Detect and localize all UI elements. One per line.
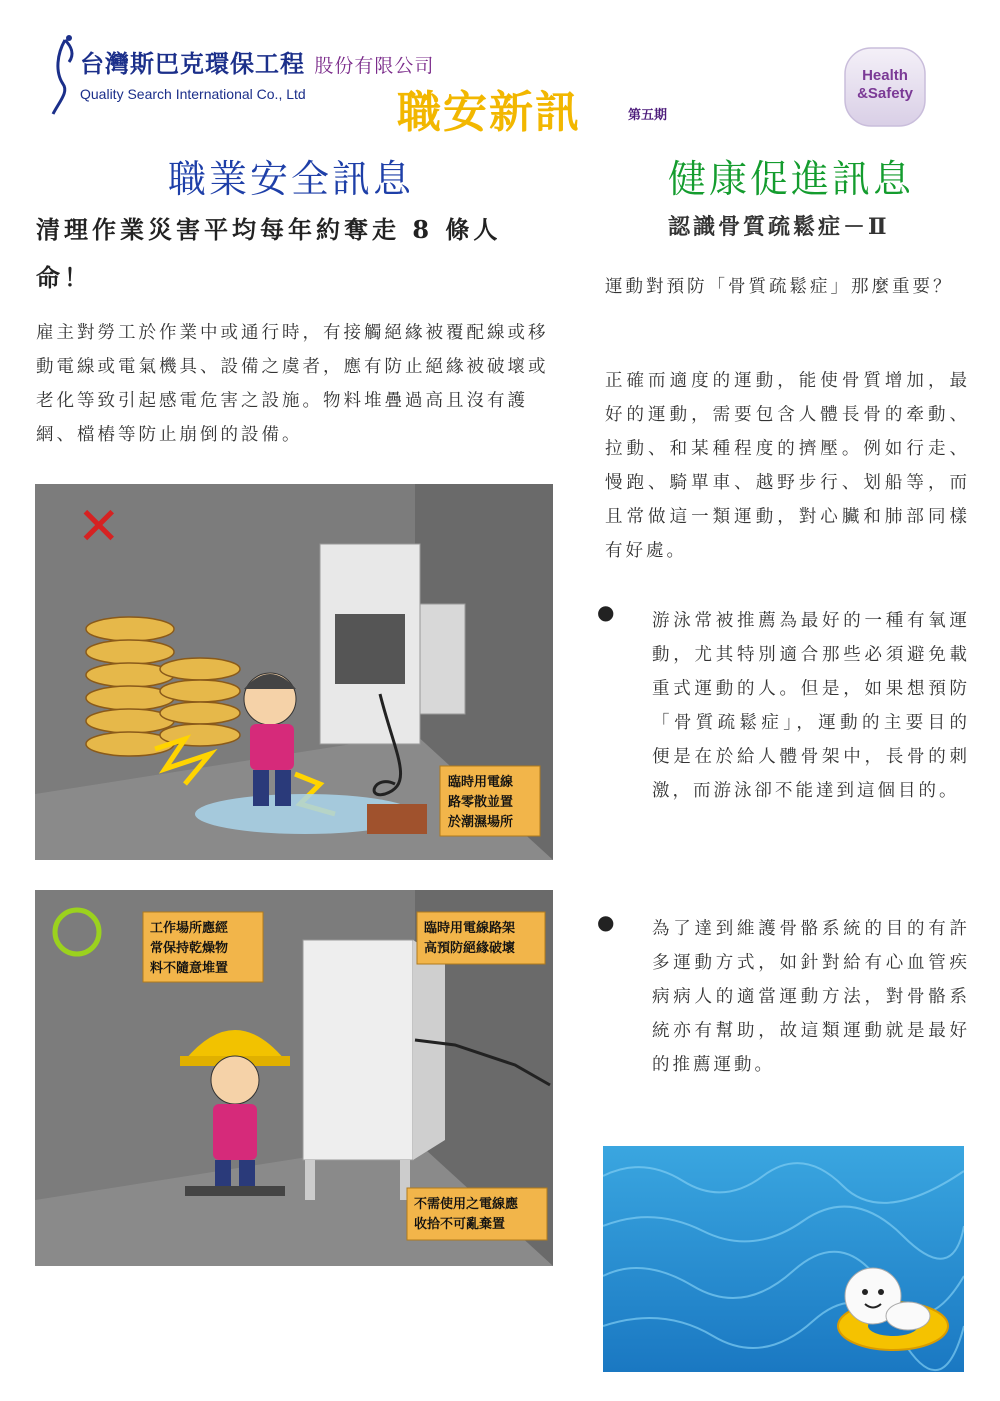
label-line: 不需使用之電線應: [414, 1197, 519, 1212]
newsletter-title: 職安新訊: [397, 87, 581, 138]
issue-number: 第五期: [628, 108, 668, 123]
bullet-icon: ●: [597, 600, 615, 624]
wrong-mark-icon: ✕: [77, 497, 121, 557]
label-line: 常保持乾燥物: [150, 941, 229, 956]
list-item: 游泳常被推薦為最好的一種有氧運動，尤其特別適合那些必須避免載重式運動的人。但是，如果想預防「骨質疏鬆症」，運動的主要目的便是在於給人體骨架中，長骨的刺激，而游泳卻不能達到這個目的。: [652, 611, 970, 801]
unsafe-wiring-label: [440, 766, 540, 836]
company-name-cn: 台灣斯巴克環保工程 股份有限公司: [80, 50, 435, 78]
occupational-safety-section-title: 職業安全訊息: [168, 157, 415, 201]
label-line: 高預防絕緣破壞: [424, 941, 516, 956]
unsafe-practice-illustration: [35, 484, 553, 860]
safety-body-text: 雇主對勞工於作業中或通行時，有接觸絕緣被覆配線或移動電線或電氣機具、設備之虞者，應有防止絕緣被破壞或老化等致引起感電危害之設施。物料堆疊過高且沒有護網、檔樁等防止崩倒的設備。: [36, 323, 549, 445]
store-cables-label: [407, 1188, 547, 1240]
safety-headline: 清理作業災害平均每年約奪走 8 條人命！: [36, 215, 502, 292]
label-line: 收拾不可亂棄置: [414, 1217, 506, 1232]
label-line: 於潮濕場所: [448, 815, 514, 830]
osteoporosis-headline: 認識骨質疏鬆症－Ⅱ: [668, 214, 890, 240]
dry-workplace-label: [143, 912, 263, 982]
badge-line2: &Safety: [857, 85, 913, 102]
label-line: 料不隨意堆置: [150, 961, 229, 976]
safe-practice-illustration: [35, 890, 553, 1266]
badge-line1: Health: [862, 67, 908, 84]
list-item: 為了達到維護骨骼系統的目的有許多運動方式，如針對給有心血管疾病病人的適當運動方法，對骨骼系統亦有幫助，故這類運動就是最好的推薦運動。: [652, 919, 970, 1075]
label-line: 工作場所應經: [150, 921, 229, 936]
exercise-question: 運動對預防「骨質疏鬆症」那麼重要？: [605, 277, 954, 297]
health-safety-badge-icon: [843, 46, 927, 128]
swimming-cat-illustration: [603, 1146, 964, 1372]
elevated-wiring-label: [417, 912, 545, 964]
bullet-icon: ●: [597, 910, 615, 934]
exercise-paragraph: 正確而適度的運動，能使骨質增加，最好的運動，需要包含人體長骨的牽動、拉動、和某種程度的擠壓。例如行走、慢跑、騎單車、越野步行、划船等，而且常做這一類運動，對心臟和肺部同樣有好處。: [605, 371, 970, 561]
company-name-en: Quality Search International Co., Ltd: [80, 86, 306, 102]
company-name-suffix: 股份有限公司: [314, 55, 435, 77]
label-line: 臨時用電線: [448, 775, 514, 790]
label-line: 路零散並置: [448, 795, 514, 810]
label-line: 臨時用電線路架: [424, 921, 516, 936]
health-promotion-section-title: 健康促進訊息: [668, 157, 915, 201]
